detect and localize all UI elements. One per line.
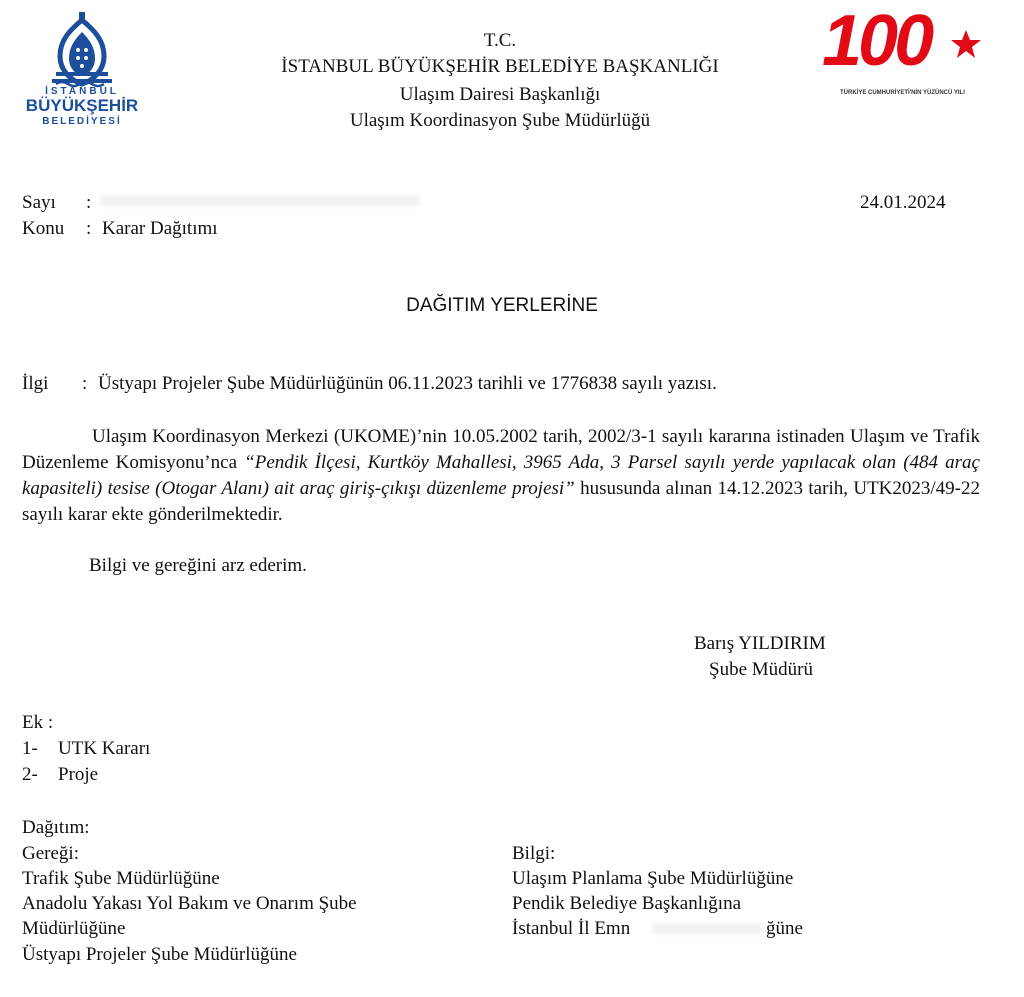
ibb-logo-text-1: İSTANBUL: [45, 86, 119, 97]
attachment-1-num: 1-: [22, 738, 38, 759]
bilgi-redaction: [652, 924, 762, 934]
bilgi-label: Bilgi:: [512, 843, 556, 864]
geregi-item: Müdürlüğüne: [22, 918, 126, 939]
bilgi-item-start: İstanbul İl Emn: [512, 918, 631, 939]
header-institution: İSTANBUL BÜYÜKŞEHİR BELEDİYE BAŞKANLIĞI: [281, 56, 719, 77]
konu-label: Konu: [22, 218, 65, 239]
header-branch: Ulaşım Koordinasyon Şube Müdürlüğü: [349, 110, 651, 131]
geregi-item: Trafik Şube Müdürlüğüne: [22, 868, 220, 889]
sayi-colon: :: [86, 192, 92, 213]
signatory-name: Barış YILDIRIM: [694, 633, 826, 654]
attachment-2-num: 2-: [22, 764, 38, 785]
attachments-label: Ek :: [22, 712, 54, 733]
bilgi-item: Pendik Belediye Başkanlığına: [512, 893, 742, 914]
ibb-logo-text-2: BÜYÜKŞEHİR: [25, 96, 139, 115]
attachment-2-text: Proje: [58, 764, 99, 785]
signatory-title: Şube Müdürü: [709, 659, 813, 680]
ibb-logo-text-3: BELEDİYESİ: [42, 116, 122, 127]
body-paragraph: [22, 424, 980, 528]
ilgi-text: Üstyapı Projeler Şube Müdürlüğünün 06.11.2023 tarihli ve 1776838 sayılı yazısı.: [98, 373, 717, 394]
document-title: DAĞITIM YERLERİNE: [406, 295, 598, 316]
ilgi-label: İlgi: [22, 373, 49, 394]
body-text-italic: “Pendik İlçesi, Kurtköy Mahallesi, 3965 Ada, 3 Parsel sayılı yerde yapılacak olan (484 araç kapasiteli) tesise (Otogar Alanı) ait araç giriş-çıkışı düzenleme projesi”: [22, 452, 980, 499]
sayi-label: Sayı: [22, 192, 56, 213]
document-date: 24.01.2024: [860, 192, 946, 213]
body-text-part2: hususunda alınan 14.12.2023 tarih, UTK2023/49-22 sayılı karar ekte gönderilmektedir.: [22, 478, 980, 525]
attachment-1-text: UTK Kararı: [58, 738, 151, 759]
konu-value: Karar Dağıtımı: [102, 218, 218, 239]
ilgi-colon: :: [82, 373, 88, 394]
geregi-item: Üstyapı Projeler Şube Müdürlüğüne: [22, 944, 297, 965]
konu-colon: :: [86, 218, 92, 239]
closing-sentence: Bilgi ve gereğini arz ederim.: [89, 555, 307, 576]
sayi-redaction: [100, 196, 420, 206]
bilgi-item: Ulaşım Planlama Şube Müdürlüğüne: [512, 868, 794, 889]
header-department: Ulaşım Dairesi Başkanlığı: [399, 84, 601, 105]
header-tc: T.C.: [483, 30, 517, 51]
geregi-item: Anadolu Yakası Yol Bakım ve Onarım Şube: [22, 893, 357, 914]
centenary-caption: TÜRKİYE CUMHURİYETİ'NİN YÜZÜNCÜ YILI: [840, 90, 965, 96]
centenary-number: 100: [822, 1, 931, 81]
distribution-label: Dağıtım:: [22, 817, 90, 838]
body-text-part1: Ulaşım Koordinasyon Merkezi (UKOME)’nin 10.05.2002 tarih, 2002/3-1 sayılı kararına istinaden Ulaşım ve Trafik Düzenleme Komisyonu’nca: [22, 426, 980, 473]
bilgi-item-end: ğüne: [766, 918, 803, 939]
geregi-label: Gereği:: [22, 843, 79, 864]
